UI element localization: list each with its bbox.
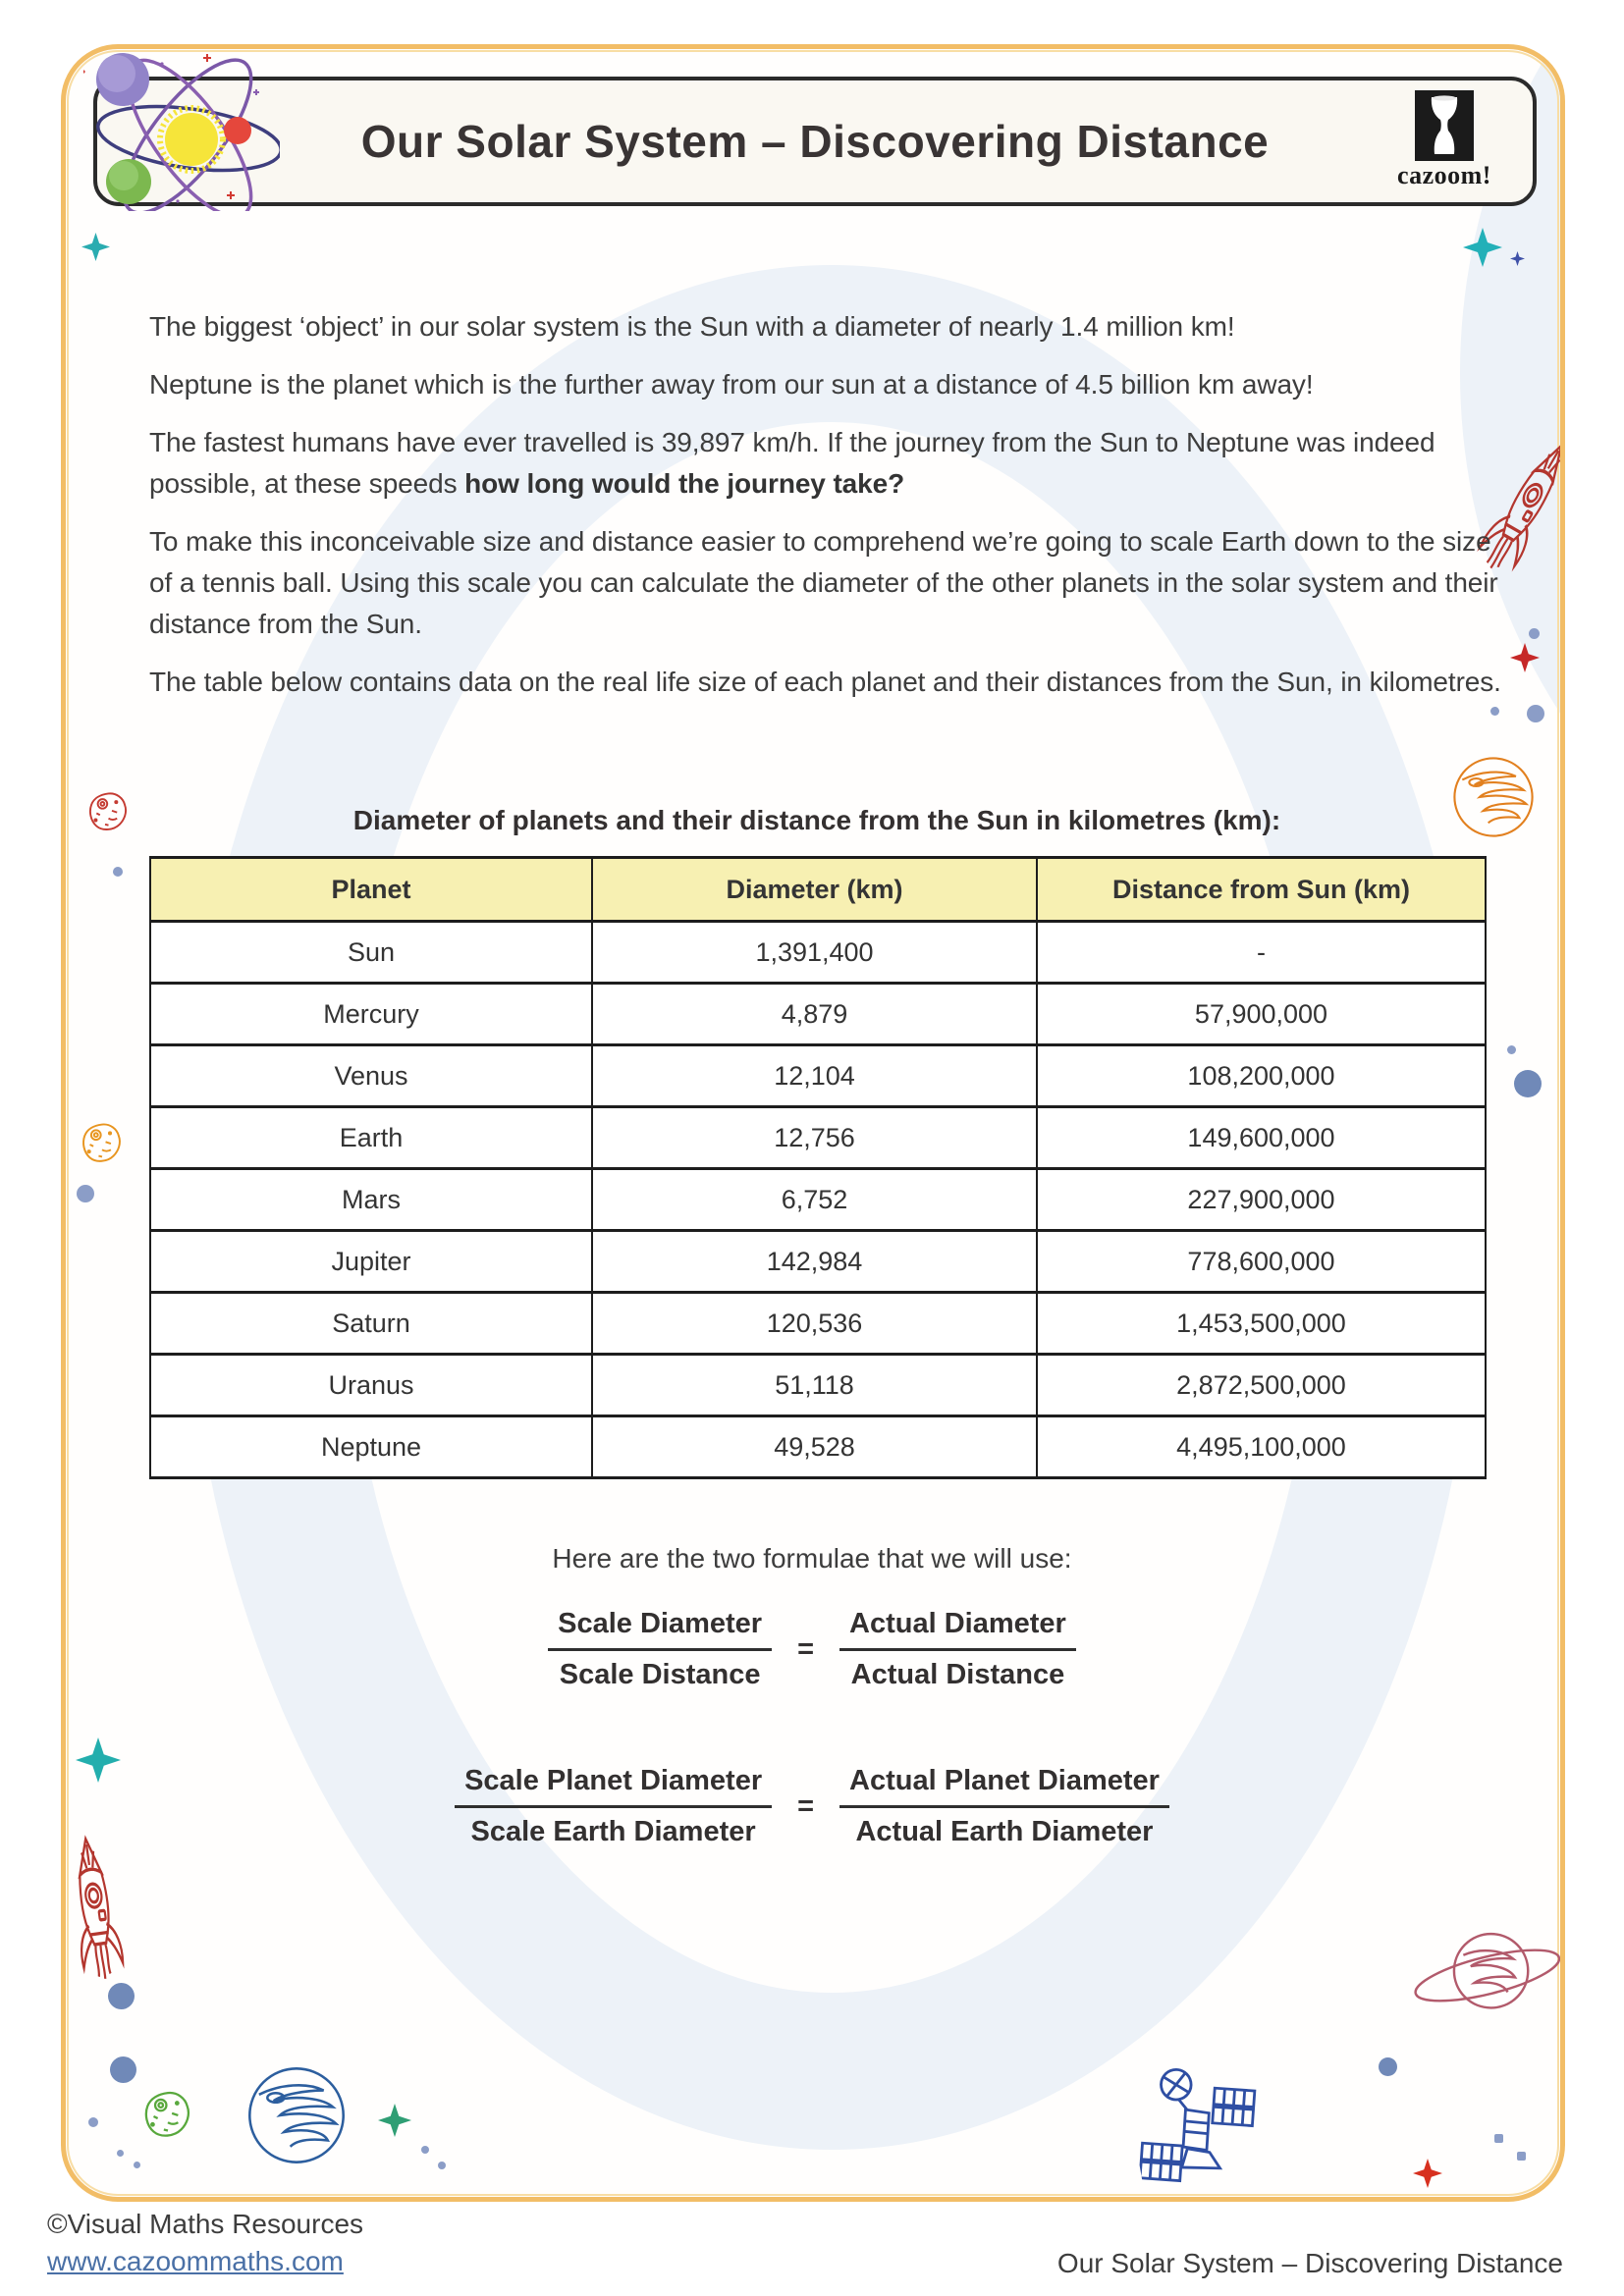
fraction-right (839, 1765, 1169, 1848)
fraction-denominator: Actual Distance (850, 1659, 1065, 1690)
diameter-cell: 4,879 (592, 984, 1037, 1045)
table-row (150, 1416, 1486, 1478)
footer-copyright: ©Visual Maths Resources (47, 2209, 364, 2239)
table-row (150, 1107, 1486, 1169)
diameter-cell: 1,391,400 (592, 922, 1037, 984)
page-title: Our Solar System – Discovering Distance (360, 116, 1270, 167)
planet-cell: Mars (150, 1169, 592, 1231)
fraction-right (839, 1608, 1076, 1691)
diameter-cell: 6,752 (592, 1169, 1037, 1231)
distance-cell: 57,900,000 (1037, 984, 1486, 1045)
diameter-cell: 49,528 (592, 1416, 1037, 1478)
intro-paragraph: The table below contains data on the real life size of each planet and their distances from the Sun, in kilometres. (149, 667, 1501, 697)
paragraph-lead: The fastest humans have ever travelled is 39,897 km/h. If the journey from the Sun to Neptune was indeed possible, at these speeds (149, 427, 1435, 499)
page-frame (61, 44, 1565, 2202)
column-header-planet: Planet (150, 858, 592, 922)
table-row (150, 1231, 1486, 1293)
table-caption: Diameter of planets and their distance from the Sun in kilometres (km): (352, 805, 1281, 835)
planet-cell: Neptune (150, 1416, 592, 1478)
intro-text (149, 306, 1516, 720)
distance-cell: 149,600,000 (1037, 1107, 1486, 1169)
equals-sign: = (797, 1633, 815, 1665)
formulae-intro: Here are the two formulae that we will use: (552, 1543, 1072, 1574)
planet-cell: Earth (150, 1107, 592, 1169)
fraction-numerator: Scale Diameter (548, 1608, 772, 1651)
fraction-denominator: Scale Distance (559, 1659, 761, 1690)
equals-sign: = (797, 1790, 815, 1822)
fraction-numerator: Actual Planet Diameter (839, 1765, 1169, 1808)
diameter-cell: 142,984 (592, 1231, 1037, 1293)
table-row (150, 1169, 1486, 1231)
content-layer (66, 49, 1560, 2197)
journey-question: how long would the journey take? (464, 468, 905, 499)
distance-cell: 108,200,000 (1037, 1045, 1486, 1107)
distance-cell: - (1037, 922, 1486, 984)
fraction-left (548, 1608, 772, 1691)
formula-scale-distance (149, 1608, 1475, 1691)
fraction-left (455, 1765, 772, 1848)
column-header-diameter: Diameter (km) (592, 858, 1037, 922)
cazoom-wordmark: cazoom! (1397, 161, 1491, 189)
diameter-cell: 12,104 (592, 1045, 1037, 1107)
intro-paragraph: To make this inconceivable size and distance easier to comprehend we’re going to scale Earth down to the size of a tennis ball. Using this scale you can calculate the diameter of the other planets in the solar system and their distance from the Sun. (149, 526, 1498, 639)
planet-cell: Uranus (150, 1355, 592, 1416)
formula-scale-diameter (149, 1765, 1475, 1848)
distance-cell: 1,453,500,000 (1037, 1293, 1486, 1355)
distance-cell: 4,495,100,000 (1037, 1416, 1486, 1478)
intro-paragraph: Neptune is the planet which is the further away from our sun at a distance of 4.5 billion km away! (149, 369, 1314, 400)
atom-illustration-icon (83, 44, 280, 211)
table-row (150, 984, 1486, 1045)
intro-paragraph: The biggest ‘object’ in our solar system is the Sun with a diameter of nearly 1.4 million km! (149, 311, 1235, 342)
table-row (150, 1045, 1486, 1107)
planet-cell: Jupiter (150, 1231, 592, 1293)
footer-document-title: Our Solar System – Discovering Distance (1056, 2248, 1563, 2278)
fraction-denominator: Scale Earth Diameter (470, 1816, 756, 1847)
fraction-numerator: Actual Diameter (839, 1608, 1076, 1651)
planet-cell: Venus (150, 1045, 592, 1107)
planet-cell: Mercury (150, 984, 592, 1045)
fraction-numerator: Scale Planet Diameter (455, 1765, 772, 1808)
diameter-cell: 120,536 (592, 1293, 1037, 1355)
column-header-distance: Distance from Sun (km) (1037, 858, 1486, 922)
table-row (150, 1293, 1486, 1355)
footer-website-link[interactable]: www.cazoommaths.com (47, 2246, 344, 2276)
fraction-denominator: Actual Earth Diameter (855, 1816, 1154, 1847)
diameter-cell: 12,756 (592, 1107, 1037, 1169)
distance-cell: 2,872,500,000 (1037, 1355, 1486, 1416)
distance-cell: 227,900,000 (1037, 1169, 1486, 1231)
intro-paragraph (149, 422, 1516, 505)
diameter-cell: 51,118 (592, 1355, 1037, 1416)
table-row (150, 1355, 1486, 1416)
planet-data-table (149, 856, 1487, 1479)
planet-cell: Saturn (150, 1293, 592, 1355)
table-header-row (150, 858, 1486, 922)
table-row (150, 922, 1486, 984)
distance-cell: 778,600,000 (1037, 1231, 1486, 1293)
planet-cell: Sun (150, 922, 592, 984)
